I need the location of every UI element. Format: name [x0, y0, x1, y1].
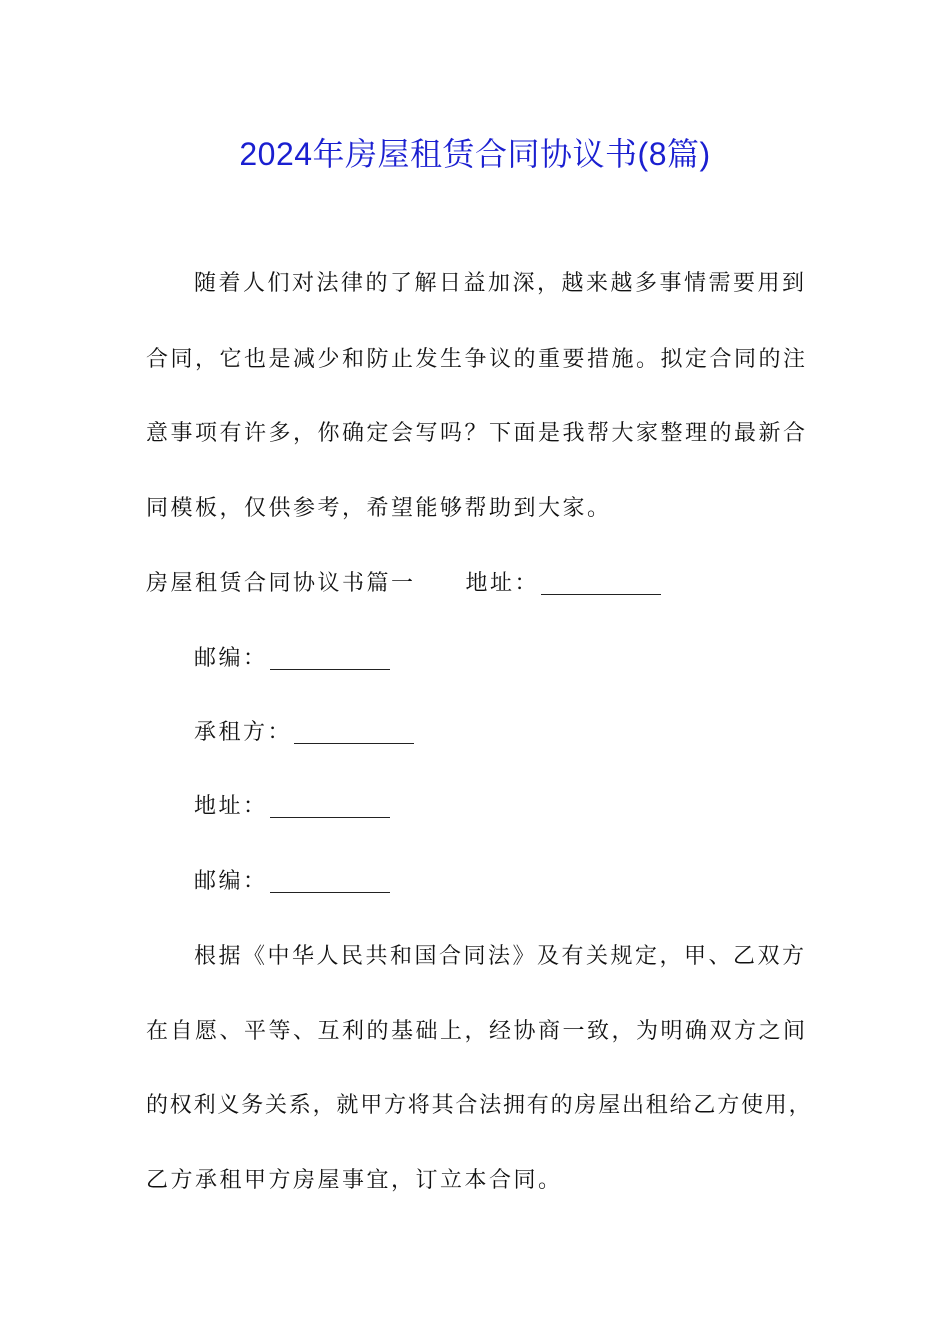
tenant-address-row [146, 787, 874, 827]
tenant-address-label: 地址： [194, 794, 268, 819]
tenant-row [146, 713, 874, 753]
postcode-row [146, 639, 874, 679]
tenant-blank-field[interactable] [294, 723, 414, 744]
tenant-label: 承租方： [194, 720, 293, 745]
section-heading-row [146, 564, 826, 604]
postcode-label: 邮编： [194, 646, 268, 671]
tenant-postcode-row [146, 862, 874, 902]
section-heading: 房屋租赁合同协议书篇一 [146, 571, 416, 596]
address-label: 地址： [465, 571, 540, 596]
tenant-address-blank-field[interactable] [270, 797, 390, 818]
intro-line-4: 同模板，仅供参考，希望能够帮助到大家。 [146, 496, 612, 521]
body-line-2: 在自愿、平等、互利的基础上，经协商一致，为明确双方之间 [146, 1019, 808, 1044]
intro-line-1: 随着人们对法律的了解日益加深，越来越多事情需要用到 [194, 271, 807, 296]
body-line-1: 根据《中华人民共和国合同法》及有关规定，甲、乙双方 [194, 944, 807, 969]
body-line-4: 乙方承租甲方房屋事宜，订立本合同。 [146, 1168, 563, 1193]
postcode-blank-field[interactable] [270, 649, 390, 670]
tenant-postcode-blank-field[interactable] [270, 872, 390, 893]
intro-line-3: 意事项有许多，你确定会写吗？下面是我帮大家整理的最新合 [146, 421, 808, 446]
tenant-postcode-label: 邮编： [194, 869, 268, 894]
address-blank-field[interactable] [541, 574, 661, 595]
document-title: 2024年房屋租赁合同协议书(8篇) [239, 136, 711, 172]
body-line-3: 的权利义务关系，就甲方将其合法拥有的房屋出租给乙方使用， [146, 1093, 813, 1118]
intro-line-2: 合同，它也是减少和防止发生争议的重要措施。拟定合同的注 [146, 347, 808, 372]
